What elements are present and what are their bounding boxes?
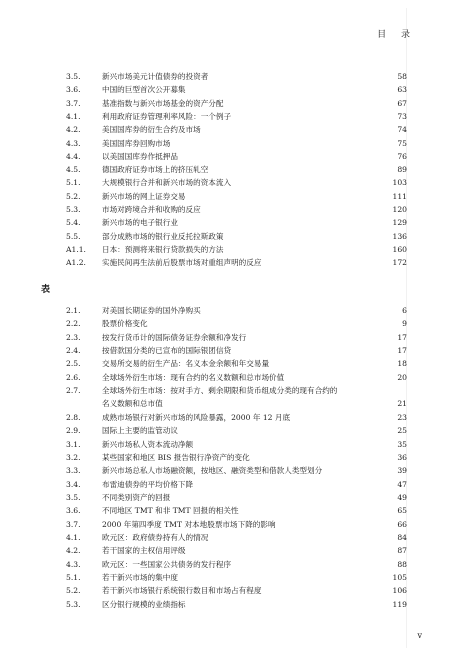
- entry-title: 日本：预测将来银行贷款损失的方法: [102, 244, 224, 254]
- entry-page: 23: [397, 412, 407, 422]
- entry-title: 新兴市场私人资本流动净额: [102, 439, 194, 449]
- entry-title: 以美国国库券作抵押品: [102, 151, 178, 161]
- entry-number: 2.4.: [66, 346, 81, 356]
- entry-page: 18: [397, 359, 407, 369]
- entry-number: 2.8.: [66, 412, 81, 422]
- entry-page: 73: [397, 111, 407, 121]
- entry-number: 2.3.: [66, 332, 81, 342]
- tables-section-heading: 表: [41, 285, 51, 295]
- entry-number: 4.3.: [66, 138, 81, 148]
- entry-title: 全球场外衍生市场：现有合约的名义数额和总市场价值: [102, 372, 285, 382]
- toc-entry: [0, 256, 450, 270]
- entry-title: 股票价格变化: [102, 319, 148, 329]
- toc-entry: [0, 571, 450, 585]
- entry-title: 国际上主要的监管动议: [102, 426, 178, 436]
- toc-entry: [0, 304, 450, 318]
- entry-number: 4.3.: [66, 559, 81, 569]
- entry-title: 利用政府证券管理利率风险：一个例子: [102, 111, 232, 121]
- toc-entry: [0, 190, 450, 204]
- entry-title: 不同地区 TMT 和非 TMT 回报的相关性: [102, 506, 239, 516]
- entry-number: 3.6.: [66, 85, 81, 95]
- entry-number: 5.1.: [66, 573, 81, 582]
- toc-entry: [0, 531, 450, 545]
- toc-entry: [0, 123, 450, 137]
- toc-entry: [0, 558, 450, 572]
- entry-number: 3.4.: [66, 479, 81, 489]
- toc-entry: [0, 83, 450, 97]
- entry-title: 全球场外衍生市场：按对手方、剩余期限和货币组成分类的现有合约的: [102, 386, 338, 396]
- toc-entry: [0, 216, 450, 230]
- entry-page: 58: [397, 72, 407, 81]
- toc-entry: [0, 518, 450, 532]
- entry-page: 76: [397, 151, 407, 161]
- entry-title: 若干国家的主权信用评级: [102, 546, 186, 556]
- entry-title: 若干新兴市场银行系统银行数目和市场占有程度: [102, 586, 262, 596]
- entry-number: 2.5.: [66, 359, 81, 369]
- entry-title: 不同类别资产的回报: [102, 492, 171, 502]
- entry-page: 88: [397, 559, 407, 569]
- entry-title: 新兴市场的网上证券交易: [102, 191, 186, 201]
- entry-page: 66: [397, 519, 407, 529]
- running-head: 目 录: [377, 30, 416, 40]
- toc-entry: [0, 150, 450, 164]
- entry-page: 35: [397, 439, 407, 449]
- entry-number: 3.5.: [66, 72, 81, 81]
- entry-number: 3.5.: [66, 492, 81, 502]
- toc-entry: [0, 137, 450, 151]
- entry-number: 4.1.: [66, 532, 81, 542]
- entry-title-continued: 名义数额和总市值: [102, 399, 163, 409]
- entry-number: 3.3.: [66, 466, 81, 476]
- entry-title: 德国政府证券市场上的挤压轧空: [102, 165, 209, 175]
- entry-page: 74: [397, 125, 407, 135]
- entry-number: 5.3.: [66, 599, 81, 609]
- entry-title: 交易所交易的衍生产品：名义本金余额和年交易量: [102, 359, 270, 369]
- entry-title: 若干新兴市场的集中度: [102, 573, 178, 582]
- entry-number: 5.3.: [66, 205, 81, 214]
- entry-number: 5.5.: [66, 231, 81, 241]
- toc-entry: [0, 598, 450, 612]
- entry-title: 成熟市场银行对新兴市场的风险暴露，2000 年 12 月底: [102, 412, 291, 422]
- entry-number: 4.4.: [66, 151, 81, 161]
- entry-page: 17: [397, 346, 407, 356]
- entry-title: 基准指数与新兴市场基金的资产分配: [102, 98, 224, 108]
- toc-entry: [0, 584, 450, 598]
- toc-entry: [0, 344, 450, 358]
- entry-title: 市场对跨境合并和收购的反应: [102, 205, 201, 214]
- entry-title: 对美国长期证券的国外净购买: [102, 306, 201, 315]
- entry-number: 4.2.: [66, 125, 81, 135]
- entry-number: 3.7.: [66, 98, 81, 108]
- toc-entry: [0, 544, 450, 558]
- toc-entry: [0, 411, 450, 425]
- entry-page: 103: [392, 178, 407, 188]
- entry-title: 中国的巨型首次公开募集: [102, 85, 186, 95]
- entry-title: 按借款国分类的已宣布的国际银团信贷: [102, 346, 232, 356]
- entry-number: 5.1.: [66, 178, 81, 188]
- toc-entry: [0, 243, 450, 257]
- entry-page: 67: [397, 98, 407, 108]
- entry-page: 49: [397, 492, 407, 502]
- entry-number: 4.1.: [66, 111, 81, 121]
- entry-title: 新兴市场的电子银行业: [102, 218, 178, 228]
- toc-entry: [0, 110, 450, 124]
- entry-page: 17: [397, 332, 407, 342]
- entry-page: 111: [392, 191, 407, 201]
- entry-page: 47: [397, 479, 407, 489]
- entry-page: 129: [392, 218, 407, 228]
- entry-page: 172: [392, 258, 407, 268]
- toc-entry: [0, 371, 450, 385]
- entry-title: 新兴市场美元计值债券的投资者: [102, 72, 209, 81]
- entry-title: 大规模银行合并和新兴市场的资本流入: [102, 178, 232, 188]
- entry-title: 实施民间再生法前后股票市场对重组声明的反应: [102, 258, 262, 268]
- toc-entry: [0, 70, 450, 84]
- toc-entry: [0, 504, 450, 518]
- entry-number: 2.6.: [66, 372, 81, 382]
- entry-title: 新兴市场总私人市场融资额，按地区、融资类型和借款人类型划分: [102, 466, 323, 476]
- entry-number: A1.2.: [66, 258, 86, 268]
- page-folio: v: [417, 631, 422, 640]
- entry-number: 3.2.: [66, 452, 81, 462]
- entry-title: 美国国库券回购市场: [102, 138, 171, 148]
- entry-title: 区分银行规模的业绩指标: [102, 599, 186, 609]
- toc-entry: [0, 464, 450, 478]
- entry-title: 布雷迪债券的平均价格下降: [102, 479, 194, 489]
- entry-number: 3.7.: [66, 519, 81, 529]
- entry-title: 美国国库券的衍生合约及市场: [102, 125, 201, 135]
- entry-page: 6: [402, 306, 407, 315]
- entry-title: 欧元区：一些国家公共债务的发行程序: [102, 559, 232, 569]
- entry-page: 106: [392, 586, 407, 596]
- toc-entry: [0, 438, 450, 452]
- entry-number: 5.2.: [66, 586, 81, 596]
- toc-entry: [0, 491, 450, 505]
- toc-entry: [0, 384, 450, 398]
- toc-entry: [0, 331, 450, 345]
- entry-page: 21: [397, 399, 407, 409]
- entry-page: 84: [397, 532, 407, 542]
- entry-title: 按发行货币计的国际债务证券余额和净发行: [102, 332, 247, 342]
- toc-entry: [0, 176, 450, 190]
- entry-page: 160: [392, 244, 407, 254]
- entry-number: 4.5.: [66, 165, 81, 175]
- entry-number: 5.2.: [66, 191, 81, 201]
- entry-number: 3.6.: [66, 506, 81, 516]
- toc-entry: [0, 203, 450, 217]
- entry-number: 2.9.: [66, 426, 81, 436]
- entry-title: 2000 年第四季度 TMT 对本地股票市场下降的影响: [102, 519, 276, 529]
- entry-page: 25: [397, 426, 407, 436]
- entry-title: 欧元区：政府债券持有人的情况: [102, 532, 209, 542]
- entry-title: 部分成熟市场的银行业反托拉斯政策: [102, 231, 224, 241]
- toc-entry: [0, 163, 450, 177]
- entry-number: 2.7.: [66, 386, 81, 396]
- entry-page: 120: [392, 205, 407, 214]
- toc-entry: [0, 478, 450, 492]
- entry-page: 89: [397, 165, 407, 175]
- entry-number: 2.1.: [66, 306, 81, 315]
- toc-entry: [0, 97, 450, 111]
- entry-page: 9: [402, 319, 407, 329]
- entry-page: 87: [397, 546, 407, 556]
- entry-page: 65: [397, 506, 407, 516]
- toc-entry: [0, 357, 450, 371]
- toc-entry: [0, 230, 450, 244]
- entry-page: 36: [397, 452, 407, 462]
- entry-page: 75: [397, 138, 407, 148]
- toc-entry: [0, 451, 450, 465]
- entry-page: 20: [397, 372, 407, 382]
- entry-page: 105: [392, 573, 407, 582]
- toc-entry: [0, 424, 450, 438]
- entry-title: 某些国家和地区 BIS 报告银行净资产的变化: [102, 452, 250, 462]
- entry-page: 63: [397, 85, 407, 95]
- entry-number: 4.2.: [66, 546, 81, 556]
- entry-page: 39: [397, 466, 407, 476]
- toc-entry-continuation: [0, 397, 450, 411]
- entry-number: 5.4.: [66, 218, 81, 228]
- entry-number: 2.2.: [66, 319, 81, 329]
- toc-entry: [0, 317, 450, 331]
- entry-page: 119: [392, 599, 407, 609]
- entry-page: 136: [392, 231, 407, 241]
- entry-number: 3.1.: [66, 439, 81, 449]
- entry-number: A1.1.: [66, 244, 86, 254]
